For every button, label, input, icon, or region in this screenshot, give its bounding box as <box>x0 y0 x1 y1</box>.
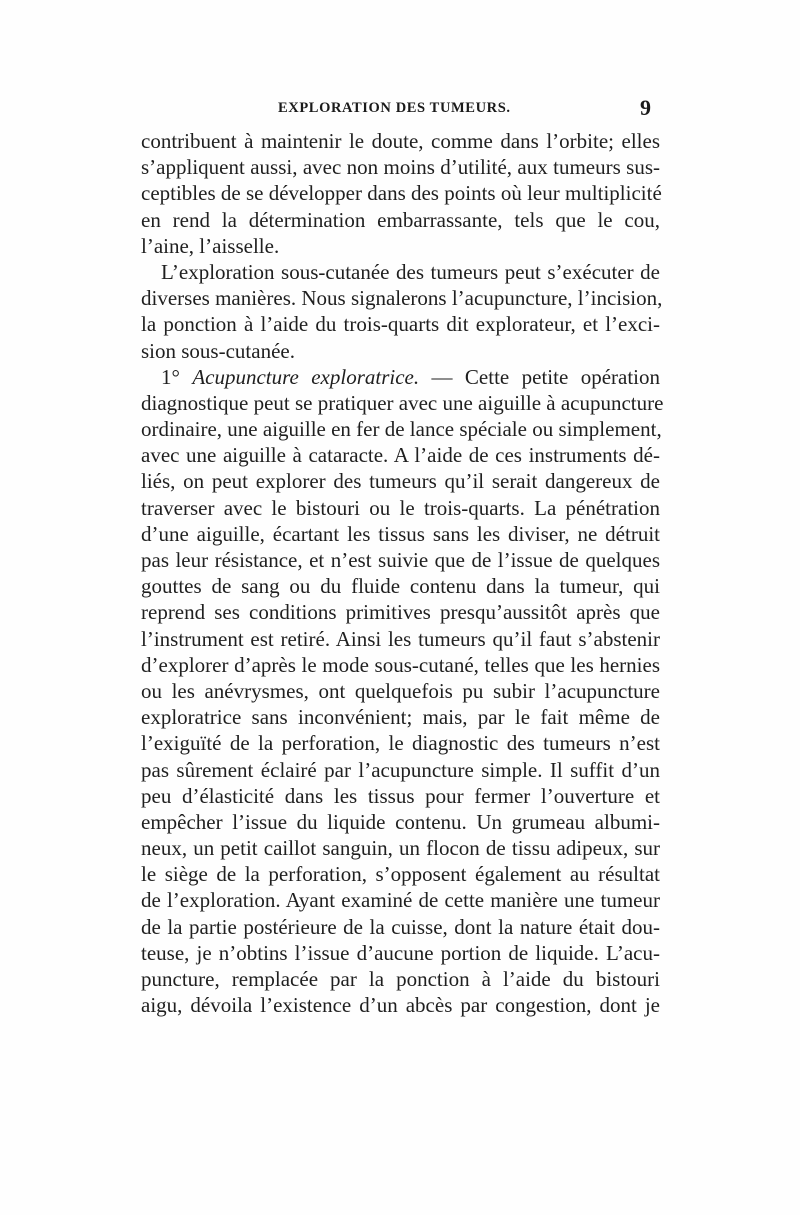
text-line: neux, un petit caillot sanguin, un flocon de tissu adipeux, sur <box>141 836 660 861</box>
text-line: sion sous-cutanée. <box>141 338 295 363</box>
text-line: ou les anévrysmes, ont quelquefois pu subir l’acupuncture <box>141 678 660 703</box>
running-title: EXPLORATION DES TUMEURS. <box>278 100 511 116</box>
text-line: pas leur résistance, et n’est suivie que de l’issue de quelques <box>141 548 660 572</box>
text-line: teuse, je n’obtins l’issue d’aucune portion de liquide. L’acu- <box>141 940 660 965</box>
text-line: empêcher l’issue du liquide contenu. Un grumeau albumi- <box>141 809 660 834</box>
text-line: diverses manières. Nous signalerons l’acupuncture, l’incision, <box>141 286 663 311</box>
text-line: avec une aiguille à cataracte. A l’aide de ces instruments dé- <box>141 443 660 468</box>
text-line: l’aine, l’aisselle. <box>141 233 280 258</box>
text-line: exploratrice sans inconvénient; mais, par le fait même de <box>141 705 660 730</box>
text-line: pas sûrement éclairé par l’acupuncture simple. Il suffit d’un <box>141 757 660 782</box>
section-title: Acupuncture exploratrice. <box>192 364 420 389</box>
text-line: aigu, dévoila l’existence d’un abcès par congestion, dont je <box>141 993 660 1018</box>
page-number: 9 <box>640 95 651 120</box>
section-number: 1° <box>161 364 180 389</box>
text-line: de la partie postérieure de la cuisse, dont la nature était dou- <box>141 914 660 939</box>
body-text <box>141 128 664 1018</box>
text-line: de l’exploration. Ayant examiné de cette manière une tumeur <box>141 888 660 913</box>
text-line: d’une aiguille, écartant les tissus sans les diviser, ne détruit <box>141 521 660 546</box>
text-line: l’exiguïté de la perforation, le diagnostic des tumeurs n’est <box>141 731 660 756</box>
text-line: traverser avec le bistouri ou le trois-quarts. La pénétration <box>141 495 660 520</box>
text-line: l’instrument est retiré. Ainsi les tumeurs qu’il faut s’abstenir <box>141 626 660 651</box>
text-line: le siège de la perforation, s’opposent également au résultat <box>141 862 660 887</box>
text-line: diagnostique peut se pratiquer avec une aiguille à acupuncture <box>141 390 664 415</box>
text-line: la ponction à l’aide du trois-quarts dit explorateur, et l’exci- <box>141 312 660 337</box>
text-line: gouttes de sang ou du fluide contenu dans la tumeur, qui <box>141 574 660 599</box>
text-line: en rend la détermination embarrassante, tels que le cou, <box>141 207 660 232</box>
text-line: ordinaire, une aiguille en fer de lance spéciale ou simplement, <box>141 417 662 442</box>
text-line: L’exploration sous-cutanée des tumeurs peut s’exécuter de <box>161 259 660 284</box>
section-heading-rest: — Cette petite opération <box>419 364 660 389</box>
text-line: ceptibles de se développer dans des points où leur multiplicité <box>141 181 662 206</box>
text-line: puncture, remplacée par la ponction à l’aide du bistouri <box>141 967 660 991</box>
text-line: contribuent à maintenir le doute, comme dans l’orbite; elles <box>141 129 660 153</box>
text-line: d’explorer d’après le mode sous-cutané, telles que les hernies <box>141 652 660 677</box>
text-line: liés, on peut explorer des tumeurs qu’il serait dangereux de <box>141 469 660 494</box>
text-line: s’appliquent aussi, avec non moins d’utilité, aux tumeurs sus- <box>141 155 660 180</box>
text-line: peu d’élasticité dans les tissus pour fermer l’ouverture et <box>141 783 660 808</box>
text-line: reprend ses conditions primitives presqu’aussitôt après que <box>141 600 660 625</box>
section-heading-line <box>141 364 660 390</box>
